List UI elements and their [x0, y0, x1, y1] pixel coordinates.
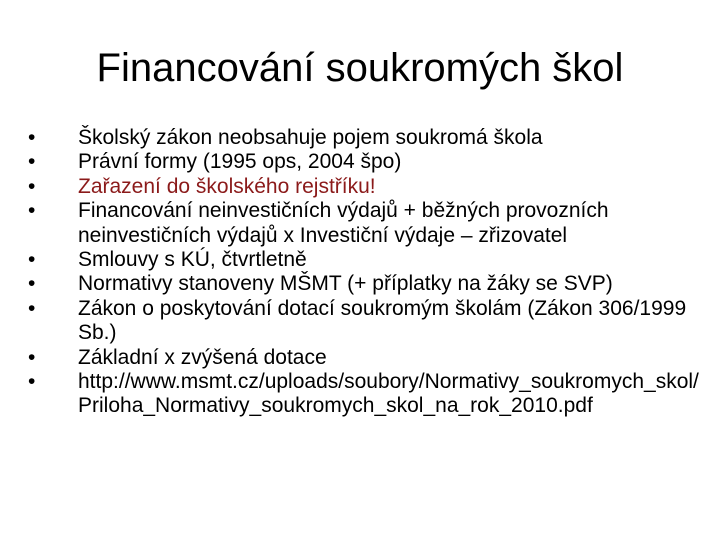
list-item [28, 150, 700, 174]
bullet-icon: • [28, 272, 36, 296]
list-item [28, 297, 700, 346]
slide-title: Financování soukromých škol [96, 46, 624, 90]
bullet-icon: • [28, 199, 36, 223]
list-item-text: Smlouvy s KÚ, čtvrtletně [78, 248, 307, 272]
list-item-text: Zákon o poskytování dotací soukromým školám (Zákon 306/1999 Sb.) [78, 296, 687, 345]
bullet-icon: • [28, 150, 36, 174]
list-item [28, 272, 700, 296]
url-text: http://www.msmt.cz/uploads/soubory/Normativy_soukromych_skol/Priloha_Normativy_soukromych_skol_na_rok_2010.pdf [78, 370, 699, 418]
list-item-text-highlighted: Zařazení do školského rejstříku! [78, 174, 376, 198]
list-item [28, 346, 700, 370]
list-item [28, 126, 700, 150]
bullet-icon: • [28, 370, 36, 394]
list-item [28, 370, 700, 419]
list-item-text: Normativy stanoveny MŠMT (+ příplatky na žáky se SVP) [78, 272, 613, 296]
bullet-icon: • [28, 248, 36, 272]
bullet-icon: • [28, 174, 36, 198]
bullet-icon: • [28, 345, 36, 369]
list-item-text: Základní x zvýšená dotace [78, 345, 327, 369]
bullet-list [28, 126, 700, 419]
list-item [28, 199, 700, 248]
bullet-icon: • [28, 296, 36, 320]
list-item-text: Školský zákon neobsahuje pojem soukromá škola [78, 126, 543, 149]
list-item-text: Financování neinvestičních výdajů + běžných provozních neinvestičních výdajů x Investiční výdaje – zřizovatel [78, 199, 609, 247]
list-item [28, 248, 700, 272]
list-item [28, 175, 700, 199]
list-item-text: Právní formy (1995 ops, 2004 špo) [78, 150, 402, 174]
bullet-icon: • [28, 126, 36, 149]
